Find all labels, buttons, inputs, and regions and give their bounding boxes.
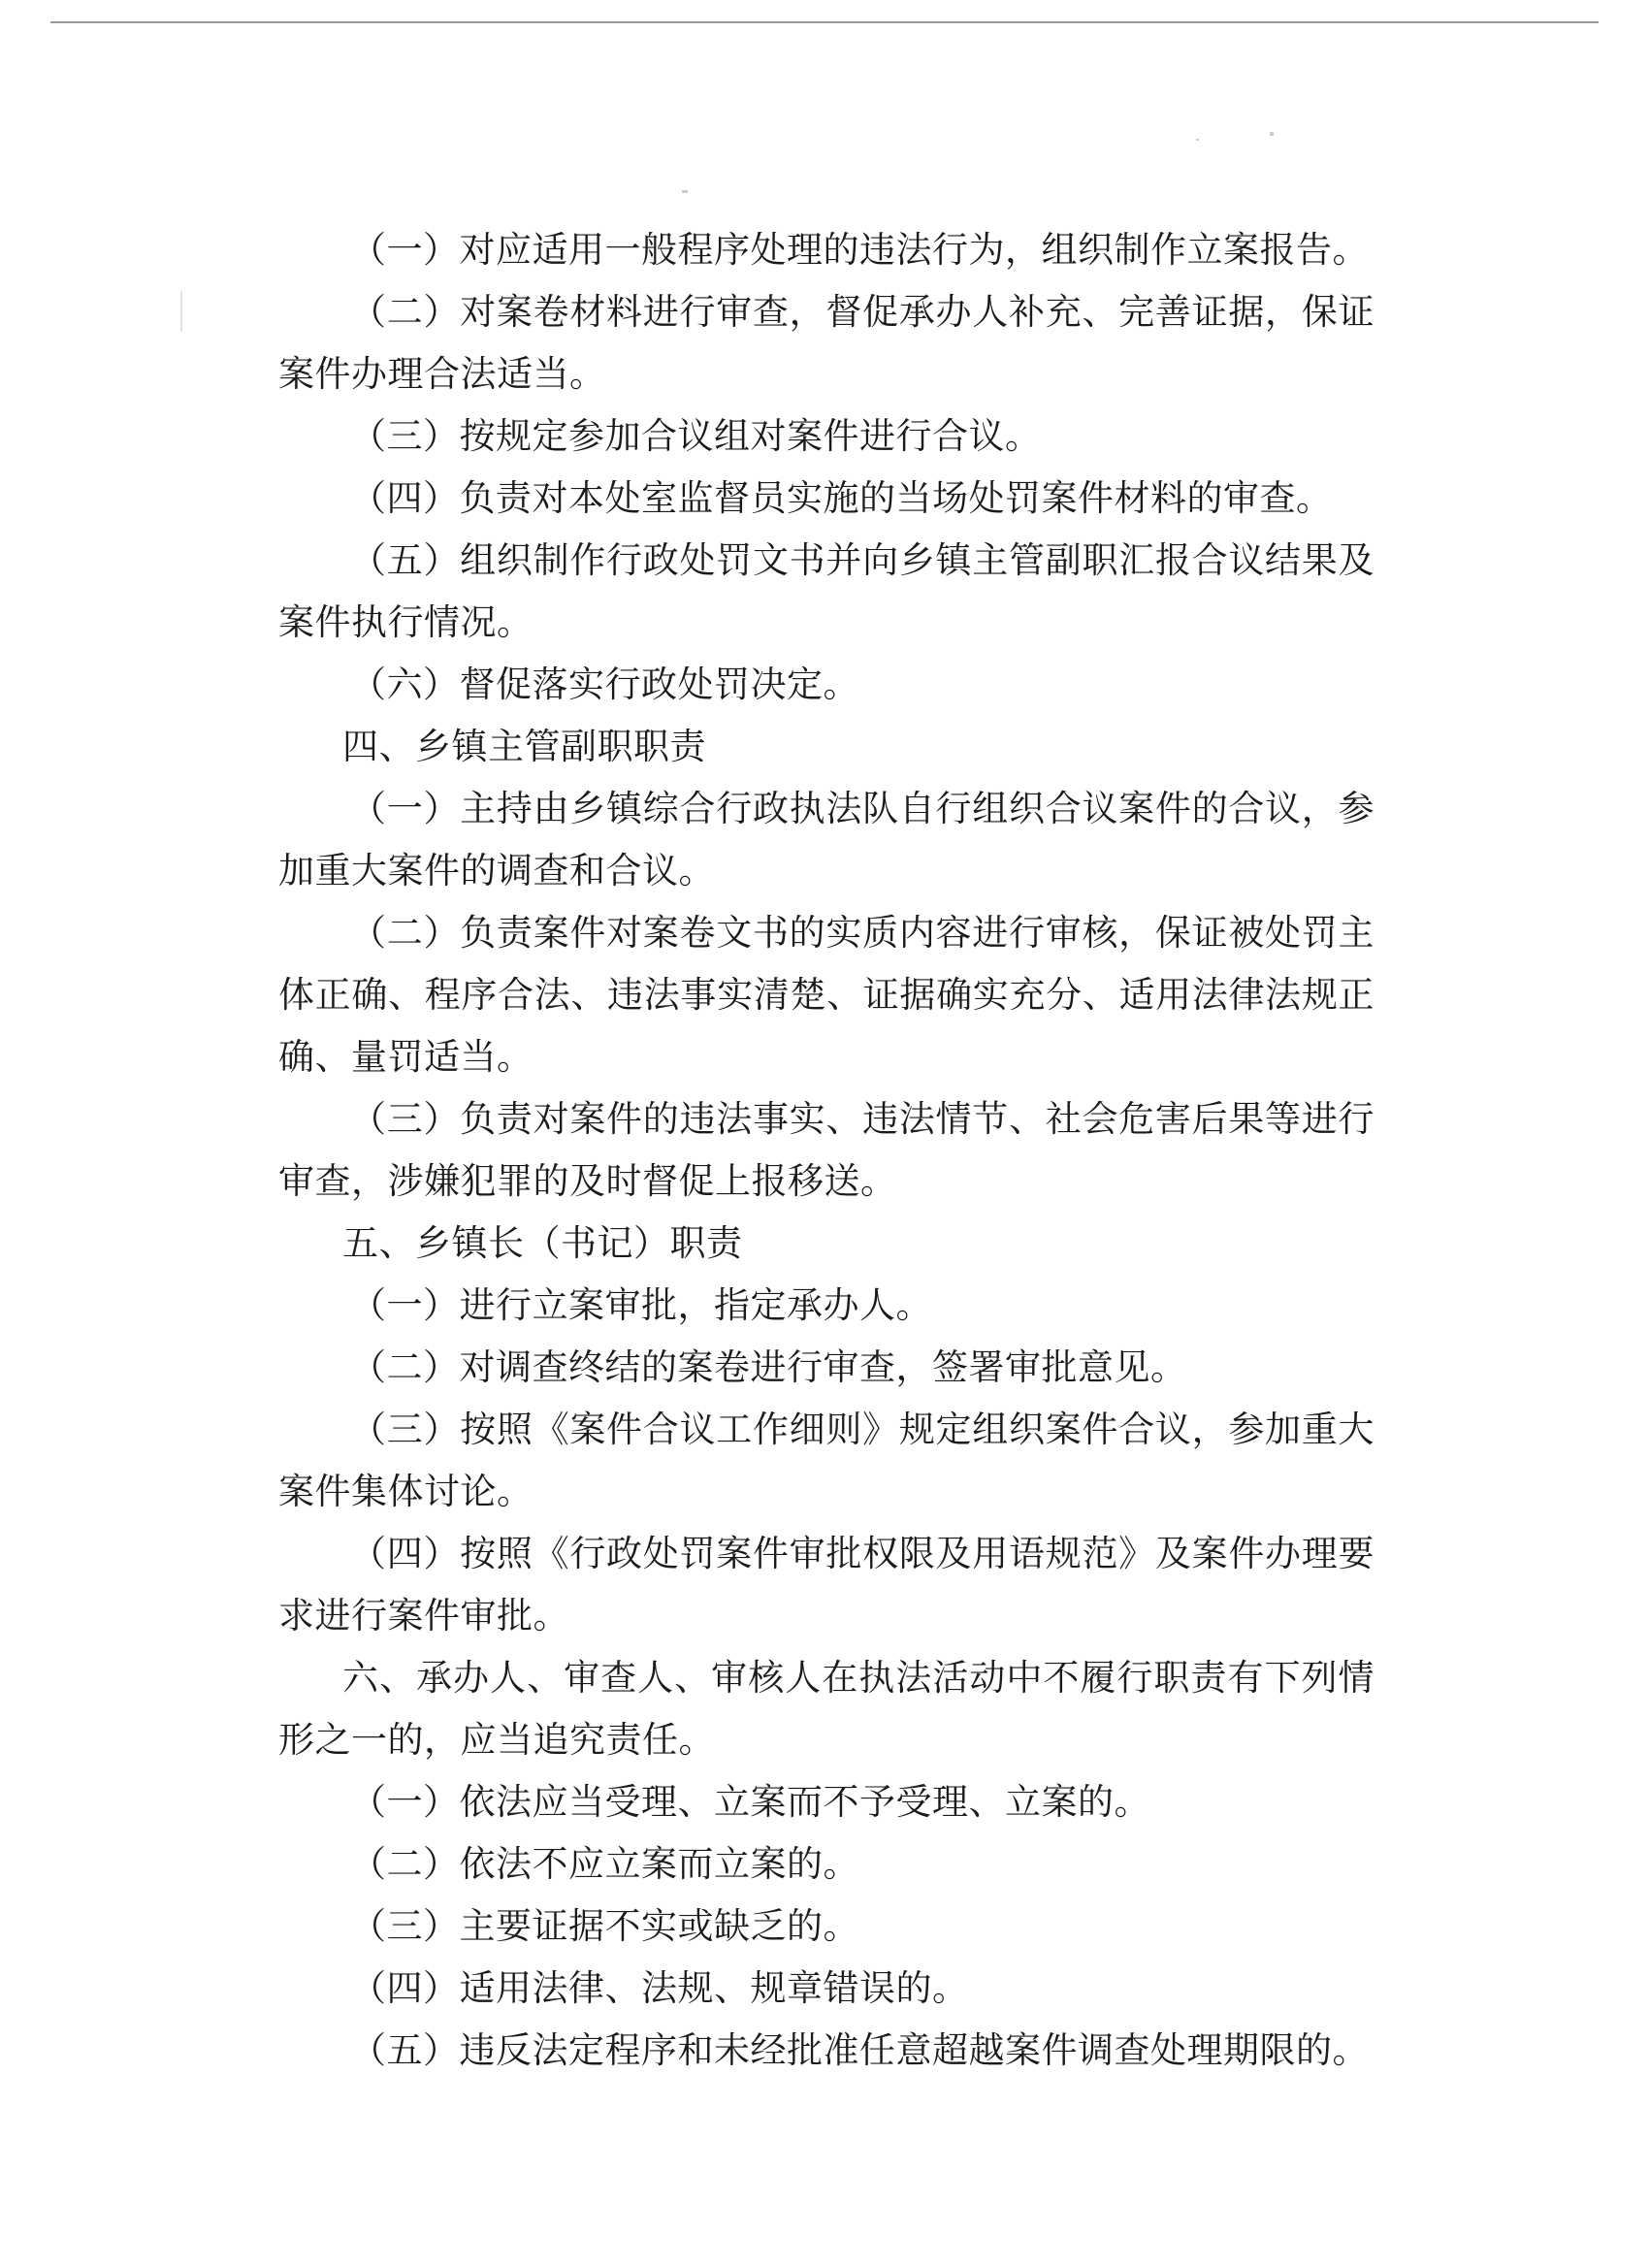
paragraph-item-6: （六）督促落实行政处罚决定。 (350, 664, 859, 705)
paragraph-item-3: （三）按规定参加合议组对案件进行合议。 (350, 415, 1042, 457)
paragraph-item-13: （二）对调查终结的案卷进行审查，签署审批意见。 (350, 1346, 1187, 1388)
scan-top-border-line (50, 21, 1599, 23)
scan-speck-mark (682, 190, 688, 193)
paragraph-item-21: （五）违反法定程序和未经批准任意超越案件调查处理期限的。 (350, 2029, 1369, 2071)
paragraph-item-4: （四）负责对本处室监督员实施的当场处罚案件材料的审查。 (350, 477, 1333, 519)
paragraph-item-1: （一）对应适用一般程序处理的违法行为，组织制作立案报告。 (350, 229, 1369, 271)
scan-speck-mark (1196, 139, 1199, 141)
scan-speck-mark (180, 291, 182, 332)
paragraph-item-14: （三）按照《案件合议工作细则》规定组织案件合议，参加重大案件集体讨论。 (278, 1409, 1374, 1512)
paragraph-item-12: （一）进行立案审批，指定承办人。 (350, 1284, 932, 1326)
paragraph-item-10: （三）负责对案件的违法事实、违法情节、社会危害后果等进行审查，涉嫌犯罪的及时督促上报移送。 (278, 1098, 1374, 1202)
paragraph-item-8: （一）主持由乡镇综合行政执法队自行组织合议案件的合议，参加重大案件的调查和合议。 (278, 788, 1374, 891)
document-body (278, 219, 1374, 2082)
paragraph-item-2: （二）对案卷材料进行审查，督促承办人补充、完善证据，保证案件办理合法适当。 (278, 291, 1374, 395)
section-heading-6: 六、承办人、审查人、审核人在执法活动中不履行职责有下列情形之一的，应当追究责任。 (278, 1657, 1374, 1761)
section-heading-5: 五、乡镇长（书记）职责 (342, 1222, 743, 1264)
paragraph-item-17: （一）依法应当受理、立案而不予受理、立案的。 (350, 1781, 1150, 1823)
section-heading-4: 四、乡镇主管副职职责 (342, 726, 706, 767)
paragraph-item-18: （二）依法不应立案而立案的。 (350, 1843, 859, 1885)
scan-speck-mark (1270, 132, 1274, 136)
paragraph-item-20: （四）适用法律、法规、规章错误的。 (350, 1967, 969, 2009)
paragraph-item-9: （二）负责案件对案卷文书的实质内容进行审核，保证被处罚主体正确、程序合法、违法事实清楚、证据确实充分、适用法律法规正确、量罚适当。 (278, 912, 1374, 1078)
paragraph-item-19: （三）主要证据不实或缺乏的。 (350, 1905, 859, 1947)
paragraph-item-5: （五）组织制作行政处罚文书并向乡镇主管副职汇报合议结果及案件执行情况。 (278, 539, 1374, 643)
paragraph-item-15: （四）按照《行政处罚案件审批权限及用语规范》及案件办理要求进行案件审批。 (278, 1533, 1374, 1636)
